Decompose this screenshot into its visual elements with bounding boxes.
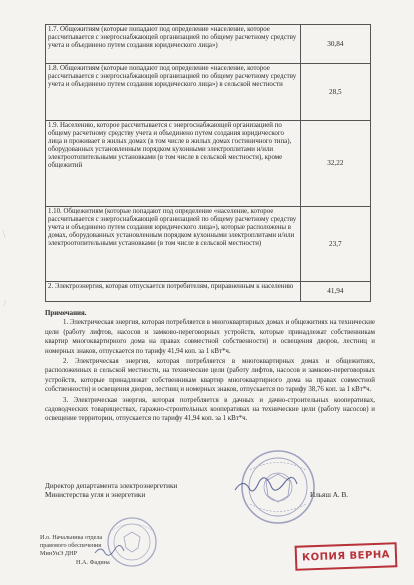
- table-row: [46, 25, 371, 64]
- approval-name: Н.А. Фадина: [76, 559, 110, 566]
- ministry-seal-icon: [242, 451, 314, 523]
- note-item: 1. Электрическая энергия, которая потребляется в многоквартирных домах и общежитиях на технические цели (работу лифтов, насосов и замково-переговорных устройств, которые принадлежат собственникам квартир многоквартирного дома на правах совместной собственности) и освещения дворов, лестниц и номерных знаков, отпускается по тарифу 41,94 коп. за 1 кВт*ч.: [45, 319, 375, 355]
- signatory-name: Ильяш А. В.: [310, 491, 349, 499]
- director-signature-icon: [235, 477, 297, 490]
- approval-line1: И.о. Начальника отдела: [40, 534, 103, 541]
- row-value: 32,22: [300, 121, 370, 207]
- note-item: 3. Электрическая энергия, которая потребляется в дачных и дачно-строительных кооперативах, садоводческих товариществах, гаражно-строительных кооперативах на технические цели (работу насосов) и освещение территории, отпускается по тарифу 41,94 коп. за 1 кВт*ч.: [45, 396, 375, 423]
- table-row: [46, 207, 371, 282]
- row-description: 1.10. Общежитиям (которые попадают под определение «население, которое рассчитывается с энергоснабжающей организацией по общему расчетному средству учета и объединено путем создания юридического лица»), которые расположены в домах, оборудованных установленным порядком кухонными электроплитами и/или электроотопительными установками (в том числе в сельской местности): [46, 207, 301, 282]
- signatory-title: [45, 482, 177, 500]
- table-row: [46, 64, 371, 121]
- row-description: 1.7. Общежитиям (которые попадают под определение «население, которое рассчитывается с энергоснабжающей организацией по общему расчетному средству учета и объединено путем создания юридического лица»): [46, 25, 301, 64]
- approval-line3: МинУиЭ ДНР: [40, 549, 78, 557]
- row-value: 23,7: [300, 207, 370, 282]
- signatory-line1: Директор департамента электроэнергетики: [45, 482, 178, 490]
- table-row: [46, 121, 371, 207]
- approval-block: [40, 534, 102, 557]
- signatory-line2: Министерства угля и энергетики: [45, 491, 146, 500]
- tariff-table: [45, 24, 371, 302]
- notes-title: Примечания.: [45, 310, 87, 317]
- table-row: [46, 282, 371, 302]
- scan-mark-icon: [3, 230, 6, 306]
- row-description: 2. Электроэнергия, которая отпускается потребителям, приравненным к населению: [46, 282, 301, 302]
- row-value: 28,5: [300, 64, 370, 121]
- row-value: 30,84: [300, 25, 370, 64]
- notes-section: [45, 309, 375, 425]
- row-description: 1.9. Населению, которое рассчитывается с энергоснабжающей организацией по общему расчетному средству учета и объединено путем создания юридического лица и проживает в жилых домах (в том числе в жилых домах гостиничного типа), оборудованных установленным порядком кухонными электроплитами и/или электроотопительными установками (в том числе в сельской местности), кроме общежитий: [46, 121, 301, 207]
- copy-verified-stamp: КОПИЯ ВЕРНА: [295, 542, 398, 571]
- note-item: 2. Электрическая энергия, которая потребляется в многоквартирных домах и общежитиях, расположенных в сельской местности, на технические цели (работу лифтов, насосов и замково-переговорных устройств, которые принадлежат собственникам квартир многоквартирного дома на правах совместной собственности) и освещения дворов, лестниц и номерных знаков, отпускается по тарифу 38,76 коп. за 1 кВт*ч.: [45, 358, 375, 394]
- row-description: 1.8. Общежитиям (которые попадают под определение «население, которое рассчитывается с энергоснабжающей организацией по общему расчетному средству учета и объединено путем создания юридического лица») в сельской местности: [46, 64, 301, 121]
- legal-dept-seal-icon: [108, 518, 156, 566]
- row-value: 41,94: [300, 282, 370, 302]
- approval-line2: правового обеспечения: [40, 541, 102, 549]
